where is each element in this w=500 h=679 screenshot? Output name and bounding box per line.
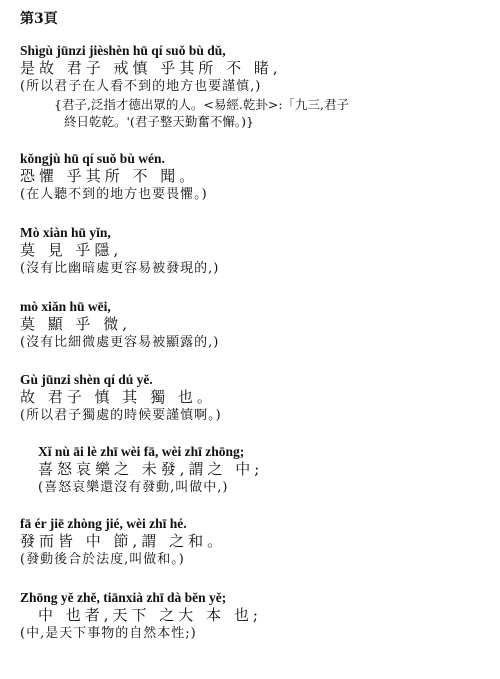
- annotation-line: {君子,泛指才德出眾的人。<易經.乾卦>:「九三,君子: [54, 97, 350, 112]
- verse-5: [20, 371, 490, 425]
- pinyin-line: mò xiǎn hū wēi,: [20, 299, 111, 314]
- annotation-line: 終日乾乾。'(君子整天勤奮不懈。)}: [64, 114, 254, 129]
- verse-1: [20, 42, 490, 130]
- verse-3: [20, 224, 490, 278]
- pinyin-line: fā ér jiē zhòng jié, wèi zhī hé.: [20, 516, 187, 531]
- translation-line: (在人聽不到的地方也要畏懼。): [20, 187, 208, 202]
- translation-line: (沒有比細微處更容易被顯露的,): [20, 335, 220, 350]
- translation-line: (喜怒哀樂還沒有發動,叫做中,): [38, 480, 229, 495]
- pinyin-line: Zhōng yě zhě, tiānxià zhī dà běn yě;: [20, 590, 227, 605]
- verse-7: [20, 515, 490, 569]
- pinyin-line: Mò xiàn hū yǐn,: [20, 225, 111, 240]
- pinyin-line: kǒngjù hū qí suǒ bù wén.: [20, 151, 165, 166]
- translation-line: (中,是天下事物的自然本性;): [20, 626, 197, 641]
- chinese-line: 發而皆 中 節,謂 之和。: [20, 532, 227, 550]
- pinyin-line: Gù jūnzi shèn qí dú yě.: [20, 372, 153, 387]
- translation-line: (所以君子在人看不到的地方也要謹慎,): [20, 79, 262, 94]
- verse-4: [20, 298, 490, 352]
- pinyin-line: Xǐ nù āi lè zhī wèi fā, wèi zhī zhōng;: [38, 444, 245, 459]
- chinese-line: 故 君子 慎 其 獨 也。: [20, 388, 216, 406]
- translation-line: (所以君子獨處的時候要謹慎啊。): [20, 408, 222, 423]
- chinese-line: 中 也者,天下 之大 本 也;: [38, 606, 262, 624]
- chinese-line: 喜怒哀樂之 未發,謂之 中;: [38, 460, 264, 478]
- pinyin-line: Shìgù jūnzi jièshèn hū qí suǒ bù dǔ,: [20, 43, 226, 58]
- verse-2: [20, 150, 490, 204]
- chinese-line: 恐懼 乎其所 不 聞。: [20, 167, 199, 185]
- chinese-line: 莫 見 乎隱,: [20, 241, 123, 259]
- verse-6: [20, 443, 490, 497]
- chinese-line: 是故 君子 戒慎 乎其所 不 睹,: [20, 59, 282, 77]
- chinese-line: 莫 顯 乎 微,: [20, 315, 132, 333]
- translation-line: (發動後合於法度,叫做和。): [20, 552, 185, 567]
- translation-line: (沒有比幽暗處更容易被發現的,): [20, 261, 220, 276]
- page-number: 第3頁: [20, 11, 58, 27]
- verse-8: [20, 589, 490, 643]
